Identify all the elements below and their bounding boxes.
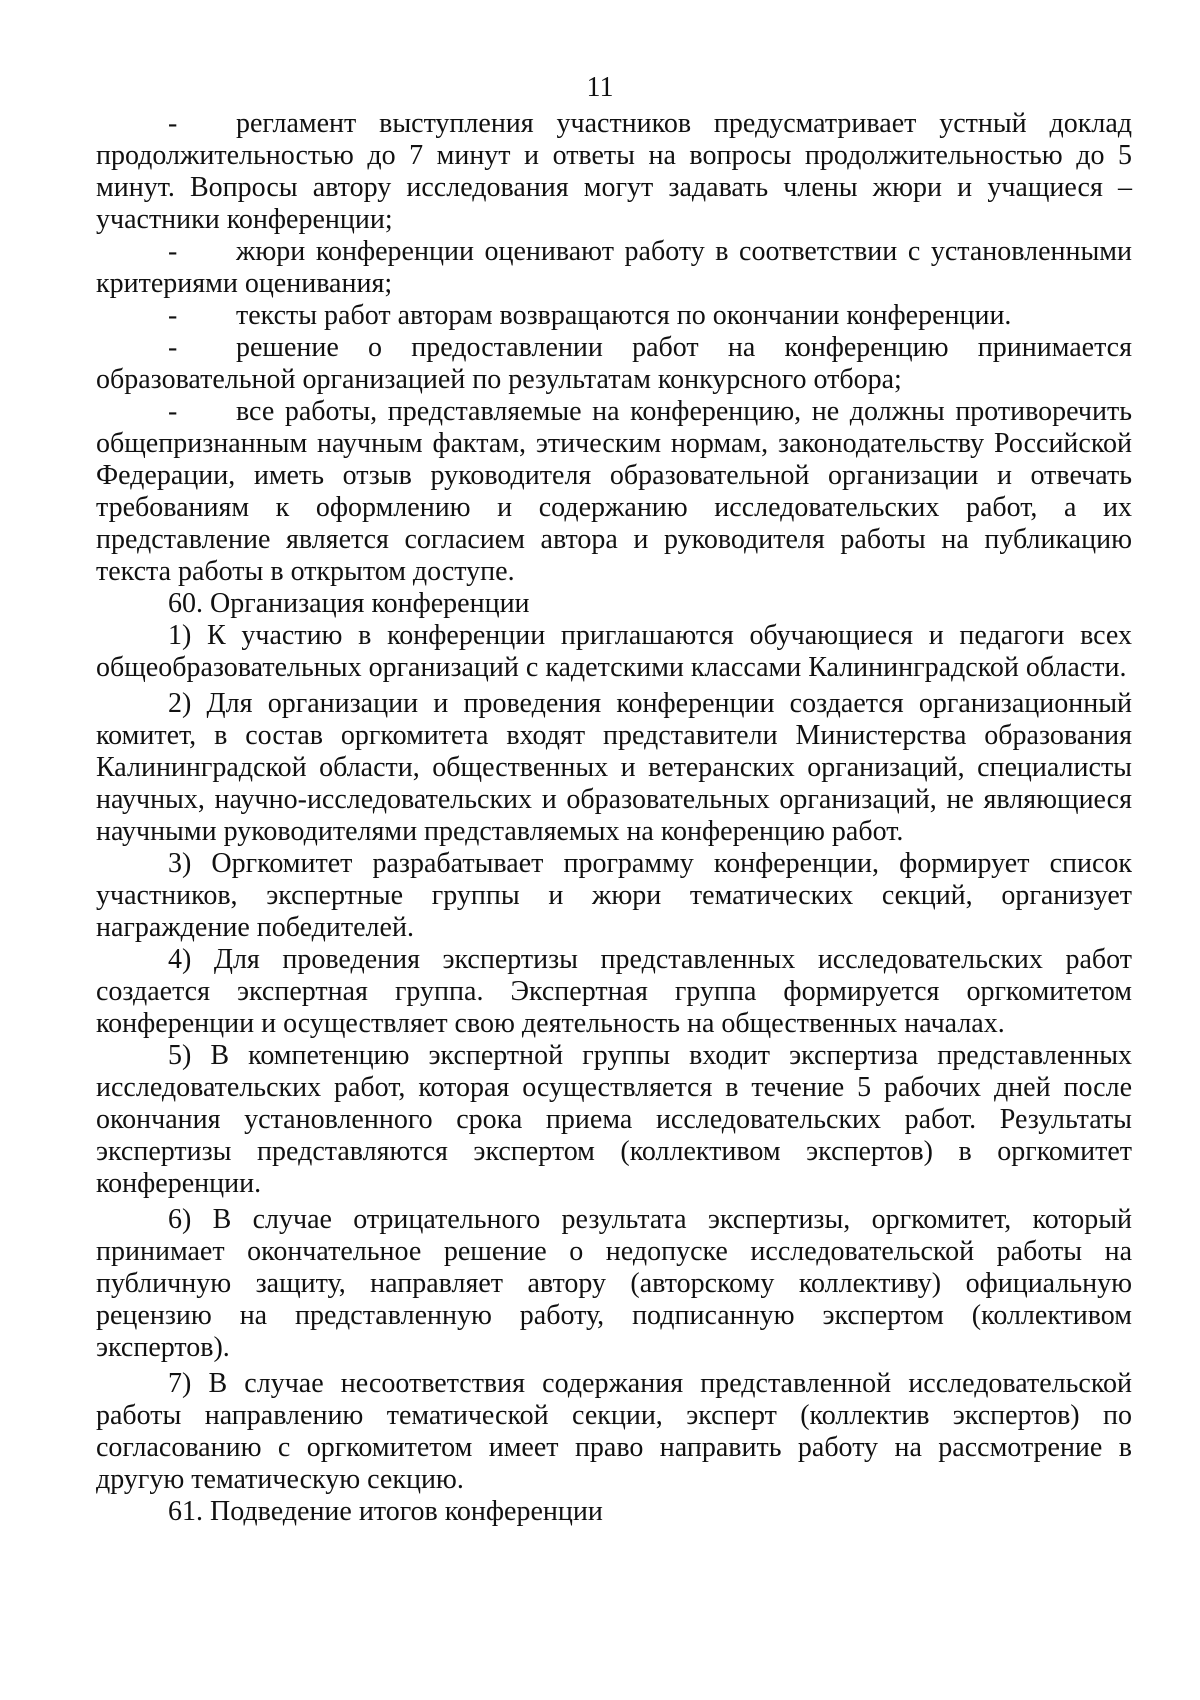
numbered-paragraph: 1) К участию в конференции приглашаются обучающиеся и педагоги всех общеобразовательных организаций с кадетскими классами Калининградской области. [96, 620, 1132, 683]
section-heading-60: 60. Организация конференции [168, 588, 530, 619]
numbered-paragraph: 4) Для проведения экспертизы представленных исследовательских работ создается экспертная группа. Экспертная группа формируется оргкомитетом конференции и осуществляет свою деятельность на общественных началах. [96, 944, 1132, 1039]
bullet-paragraph [96, 332, 1132, 396]
bullet-dash: - [168, 396, 178, 427]
bullet-text: тексты работ авторам возвращаются по окончании конференции. [236, 300, 1012, 331]
numbered-paragraph: 5) В компетенцию экспертной группы входит экспертиза представленных исследовательских работ, которая осуществляется в течение 5 рабочих дней после окончания установленного срока приема исследовательских работ. Результаты экспертизы представляются экспертом (коллективом экспертов) в оргкомитет конференции. [96, 1040, 1132, 1199]
bullet-paragraph [96, 396, 1132, 588]
numbered-paragraph: 7) В случае несоответствия содержания представленной исследовательской работы направлению тематической секции, эксперт (коллектив экспертов) по согласованию с оргкомитетом имеет право направить работу на рассмотрение в другую тематическую секцию. [96, 1368, 1132, 1495]
bullet-paragraph [96, 236, 1132, 300]
bullet-text: жюри конференции оценивают работу в соответствии с установленными критериями оценивания; [96, 236, 1132, 299]
numbered-paragraph: 6) В случае отрицательного результата экспертизы, оргкомитет, который принимает окончательное решение о недопуске исследовательской работы на публичную защиту, направляет автору (авторскому коллективу) официальную рецензию на представленную работу, подписанную экспертом (коллективом экспертов). [96, 1204, 1132, 1363]
numbered-paragraph: 3) Оргкомитет разрабатывает программу конференции, формирует список участников, экспертные группы и жюри тематических секций, организует награждение победителей. [96, 848, 1132, 943]
bullet-paragraph [96, 108, 1132, 236]
bullet-dash: - [168, 300, 178, 331]
bullet-dash: - [168, 332, 178, 363]
bullet-text: решение о предоставлении работ на конференцию принимается образовательной организацией по результатам конкурсного отбора; [96, 332, 1132, 395]
numbered-paragraph: 2) Для организации и проведения конференции создается организационный комитет, в состав оргкомитета входят представители Министерства образования Калининградской области, общественных и ветеранских организаций, специалисты научных, научно-исследовательских и образовательных организаций, не являющиеся научными руководителями представляемых на конференцию работ. [96, 688, 1132, 847]
page-number: 11 [586, 72, 614, 103]
document-body [96, 108, 1132, 1528]
bullet-text: все работы, представляемые на конференцию, не должны противоречить общепризнанным научным фактам, этическим нормам, законодательству Российской Федерации, иметь отзыв руководителя образовательной организации и отвечать требованиям к оформлению и содержанию исследовательских работ, а их представление является согласием автора и руководителя работы на публикацию текста работы в открытом доступе. [96, 396, 1132, 587]
bullet-text: регламент выступления участников предусматривает устный доклад продолжительностью до 7 минут и ответы на вопросы продолжительностью до 5 минут. Вопросы автору исследования могут задавать члены жюри и учащиеся – участники конференции; [96, 108, 1132, 235]
bullet-paragraph [96, 300, 1132, 332]
section-heading-61: 61. Подведение итогов конференции [168, 1496, 603, 1527]
bullet-dash: - [168, 108, 178, 139]
bullet-dash: - [168, 236, 178, 267]
